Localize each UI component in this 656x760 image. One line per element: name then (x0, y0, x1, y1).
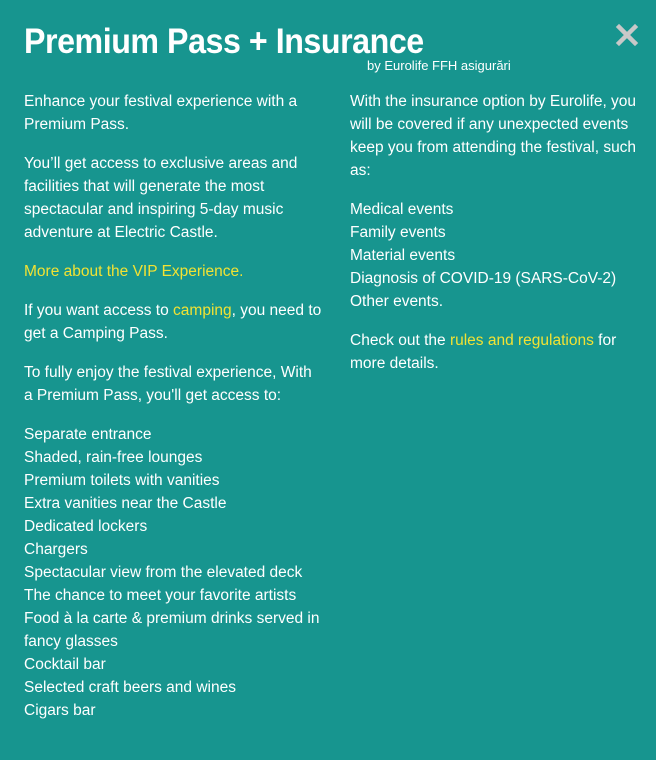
event-item: Family events (350, 224, 446, 241)
rules-link[interactable]: rules and regulations (449, 332, 594, 349)
modal-title: Premium Pass + Insurance (24, 22, 424, 61)
benefit-item: Shaded, rain-free lounges (24, 449, 203, 466)
insurance-text: With the insurance option by Eurolife, you will be covered if any unexpected events keep you from attending the festival, such as: (350, 93, 637, 179)
event-item: Medical events (350, 201, 454, 218)
event-item: Material events (350, 247, 456, 264)
insurance-column (350, 90, 650, 391)
benefit-item: Food à la carte & premium drinks served in fancy glasses (24, 610, 320, 650)
rules-text-after: for more details. (350, 332, 617, 372)
vip-paragraph (24, 260, 324, 283)
benefit-item: The chance to meet your favorite artists (24, 587, 297, 604)
event-item: Other events. (350, 293, 444, 310)
benefit-item: Chargers (24, 541, 88, 558)
vip-experience-link[interactable]: More about the VIP Experience. (24, 263, 244, 280)
benefit-item: Cigars bar (24, 702, 96, 719)
premium-pass-column (24, 90, 324, 738)
benefit-item: Separate entrance (24, 426, 152, 443)
enjoy-text: To fully enjoy the festival experience, With a Premium Pass, you'll get access to: (24, 364, 312, 404)
event-item: Diagnosis of COVID-19 (SARS-CoV-2) (350, 270, 617, 287)
camping-link[interactable]: camping (173, 302, 232, 319)
modal-subtitle: by Eurolife FFH asigurări (367, 58, 511, 73)
benefits-list (24, 423, 324, 722)
benefit-item: Spectacular view from the elevated deck (24, 564, 303, 581)
close-button[interactable] (614, 22, 640, 48)
rules-paragraph (350, 329, 650, 375)
benefit-item: Selected craft beers and wines (24, 679, 236, 696)
camping-paragraph (24, 299, 324, 345)
camping-text-before: If you want access to (24, 302, 174, 319)
access-text: You’ll get access to exclusive areas and facilities that will generate the most spectacular and inspiring 5-day music adventure at Electric Castle. (24, 155, 298, 241)
benefit-item: Cocktail bar (24, 656, 106, 673)
benefit-item: Dedicated lockers (24, 518, 148, 535)
rules-text-before: Check out the (350, 332, 450, 349)
camping-text-after: , you need to get a Camping Pass. (24, 302, 322, 342)
benefit-item: Premium toilets with vanities (24, 472, 220, 489)
intro-text: Enhance your festival experience with a Premium Pass. (24, 93, 298, 133)
benefit-item: Extra vanities near the Castle (24, 495, 227, 512)
insured-events-list (350, 198, 650, 313)
close-icon (614, 22, 640, 48)
